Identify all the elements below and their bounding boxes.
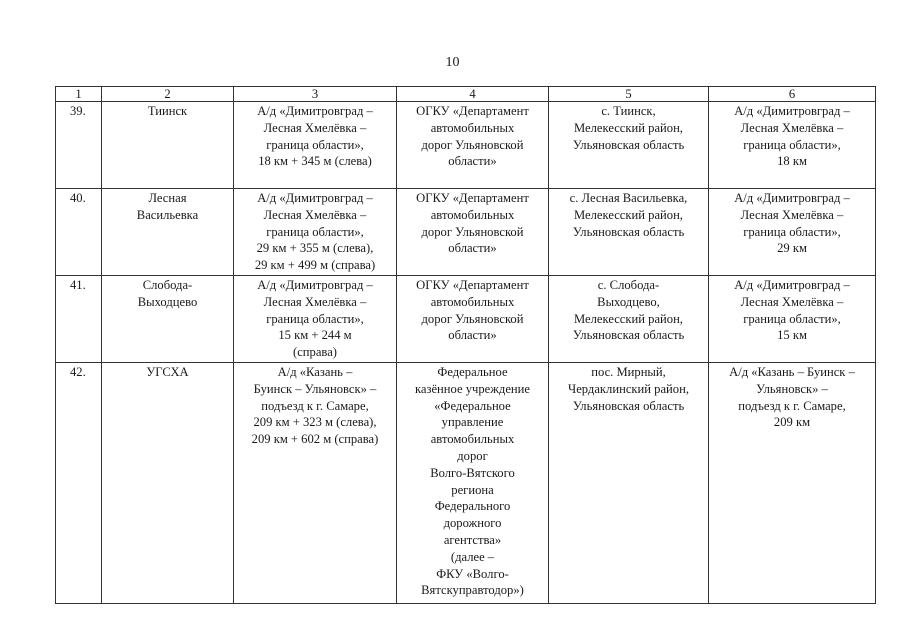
settlement-location-cell <box>549 363 709 604</box>
access-road-cell <box>709 189 876 276</box>
cell-text-line: А/д «Димитровград – <box>257 191 373 205</box>
cell-text-line: 209 км <box>773 415 811 430</box>
cell-text-line: А/д «Казань – Буинск – <box>729 365 855 379</box>
cell-text-line: автомобильных <box>430 207 515 222</box>
cell-text-line: с. Слобода- <box>597 278 660 292</box>
cell-text-line: дорожного <box>443 516 502 531</box>
cell-text-line: граница области», <box>743 137 841 152</box>
cell-text-line: ФКУ «Волго- <box>436 566 509 581</box>
cell-text-line: управление <box>441 415 504 430</box>
cell-text-line: Лесная Хмелёвка – <box>263 294 367 309</box>
header-row <box>56 87 876 102</box>
road-location-cell <box>234 189 397 276</box>
cell-text-line: подъезд к г. Самаре, <box>738 398 846 413</box>
settlement-location-cell <box>549 102 709 189</box>
cell-text-line: граница области», <box>266 137 364 152</box>
cell-text-line: А/д «Димитровград – <box>734 104 850 118</box>
cell-text-line: А/д «Димитровград – <box>734 191 850 205</box>
cell-text-line: 15 км <box>777 328 807 343</box>
cell-text-line: области» <box>448 241 497 256</box>
cell-text-line: граница области», <box>266 311 364 326</box>
cell-text-line: 209 км + 602 м (справа) <box>251 432 379 447</box>
column-number-header: 6 <box>709 87 876 102</box>
cell-text-line: 18 км + 345 м (слева) <box>258 154 372 169</box>
cell-text-line: А/д «Димитровград – <box>257 278 373 292</box>
cell-text-line: Федерального <box>434 499 511 514</box>
column-number-header: 4 <box>397 87 549 102</box>
cell-text-line: Лесная Хмелёвка – <box>263 207 367 222</box>
cell-text-line: автомобильных <box>430 120 515 135</box>
cell-text-line: Ульяновская область <box>572 224 685 239</box>
cell-text-line: А/д «Казань – <box>277 365 353 379</box>
cell-text-line: автомобильных <box>430 432 515 447</box>
cell-text-line: автомобильных <box>430 294 515 309</box>
cell-text-line: казённое учреждение <box>414 381 531 396</box>
cell-text-line: 18 км <box>777 154 807 169</box>
cell-text-line: 29 км + 499 м (справа) <box>254 258 376 273</box>
page-number: 10 <box>445 55 460 70</box>
settlement-name-cell <box>102 189 234 276</box>
cell-text-line: А/д «Димитровград – <box>257 104 373 118</box>
row-number-cell: 42. <box>56 363 102 604</box>
table-row <box>56 102 876 189</box>
cell-text-line: региона <box>451 482 494 497</box>
cell-text-line: области» <box>448 154 497 169</box>
road-location-cell <box>234 363 397 604</box>
cell-text-line: ОГКУ «Департамент <box>416 191 529 205</box>
access-road-cell <box>709 363 876 604</box>
cell-text-line: ОГКУ «Департамент <box>416 104 529 118</box>
road-location-cell <box>234 102 397 189</box>
cell-text-line: пос. Мирный, <box>591 365 666 379</box>
cell-text-line: Буинск – Ульяновск» – <box>253 381 377 396</box>
access-road-cell <box>709 102 876 189</box>
road-location-cell <box>234 276 397 363</box>
cell-text-line: граница области», <box>743 311 841 326</box>
cell-text-line: 209 км + 323 м (слева), <box>253 415 377 430</box>
cell-text-line: А/д «Димитровград – <box>734 278 850 292</box>
table-row <box>56 189 876 276</box>
cell-text-line: Выходцево <box>137 294 198 309</box>
cell-text-line: Ульяновская область <box>572 328 685 343</box>
cell-text-line: Ульяновск» – <box>756 381 828 396</box>
cell-text-line: дорог <box>457 448 488 463</box>
cell-text-line: подъезд к г. Самаре, <box>261 398 369 413</box>
table-row <box>56 363 876 604</box>
road-owner-cell <box>397 189 549 276</box>
cell-text-line: Мелекесский район, <box>574 207 683 222</box>
column-number-header: 1 <box>56 87 102 102</box>
column-number-header: 5 <box>549 87 709 102</box>
cell-text-line: 15 км + 244 м <box>278 328 352 343</box>
cell-text-line: 29 км + 355 м (слева), <box>256 241 374 256</box>
cell-text-line: ОГКУ «Департамент <box>416 278 529 292</box>
cell-text-line: Вятскуправтодор») <box>421 583 524 598</box>
column-number-header: 3 <box>234 87 397 102</box>
road-objects-table <box>55 86 876 604</box>
table-row <box>56 276 876 363</box>
road-owner-cell <box>397 363 549 604</box>
cell-text-line: Выходцево, <box>597 294 660 309</box>
cell-text-line: Лесная Хмелёвка – <box>740 120 844 135</box>
access-road-cell <box>709 276 876 363</box>
cell-text-line: Лесная Хмелёвка – <box>263 120 367 135</box>
cell-text-line: с. Лесная Васильевка, <box>569 191 688 205</box>
cell-text-line: области» <box>448 328 497 343</box>
settlement-name-cell <box>102 276 234 363</box>
cell-text-line: Лесная Хмелёвка – <box>740 294 844 309</box>
cell-text-line: Лесная <box>148 191 187 205</box>
cell-text-line: граница области», <box>266 224 364 239</box>
cell-text-line: граница области», <box>743 224 841 239</box>
cell-text-line: Волго-Вятского <box>430 465 515 480</box>
row-number-cell: 39. <box>56 102 102 189</box>
road-owner-cell <box>397 276 549 363</box>
cell-text-line: Слобода- <box>142 278 193 292</box>
cell-text-line: дорог Ульяновской <box>421 311 524 326</box>
cell-text-line: Лесная Хмелёвка – <box>740 207 844 222</box>
cell-text-line: дорог Ульяновской <box>421 224 524 239</box>
settlement-location-cell <box>549 276 709 363</box>
cell-text-line: Федеральное <box>437 365 508 379</box>
cell-text-line: «Федеральное <box>434 398 511 413</box>
cell-text-line: УГСХА <box>146 365 189 379</box>
cell-text-line: 29 км <box>777 241 807 256</box>
cell-text-line: Васильевка <box>136 207 199 222</box>
cell-text-line: Чердаклинский район, <box>568 381 689 396</box>
settlement-location-cell <box>549 189 709 276</box>
cell-text-line: (справа) <box>293 345 337 360</box>
cell-text-line: Мелекесский район, <box>574 311 683 326</box>
cell-text-line: дорог Ульяновской <box>421 137 524 152</box>
cell-text-line: Ульяновская область <box>572 137 685 152</box>
cell-text-line: агентства» <box>443 532 502 547</box>
road-owner-cell <box>397 102 549 189</box>
cell-text-line: (далее – <box>450 549 495 564</box>
row-number-cell: 40. <box>56 189 102 276</box>
cell-text-line: Мелекесский район, <box>574 120 683 135</box>
settlement-name-cell <box>102 363 234 604</box>
settlement-name-cell <box>102 102 234 189</box>
cell-text-line: с. Тиинск, <box>601 104 656 118</box>
row-number-cell: 41. <box>56 276 102 363</box>
cell-text-line: Ульяновская область <box>572 398 685 413</box>
column-number-header: 2 <box>102 87 234 102</box>
cell-text-line: Тиинск <box>147 104 188 118</box>
